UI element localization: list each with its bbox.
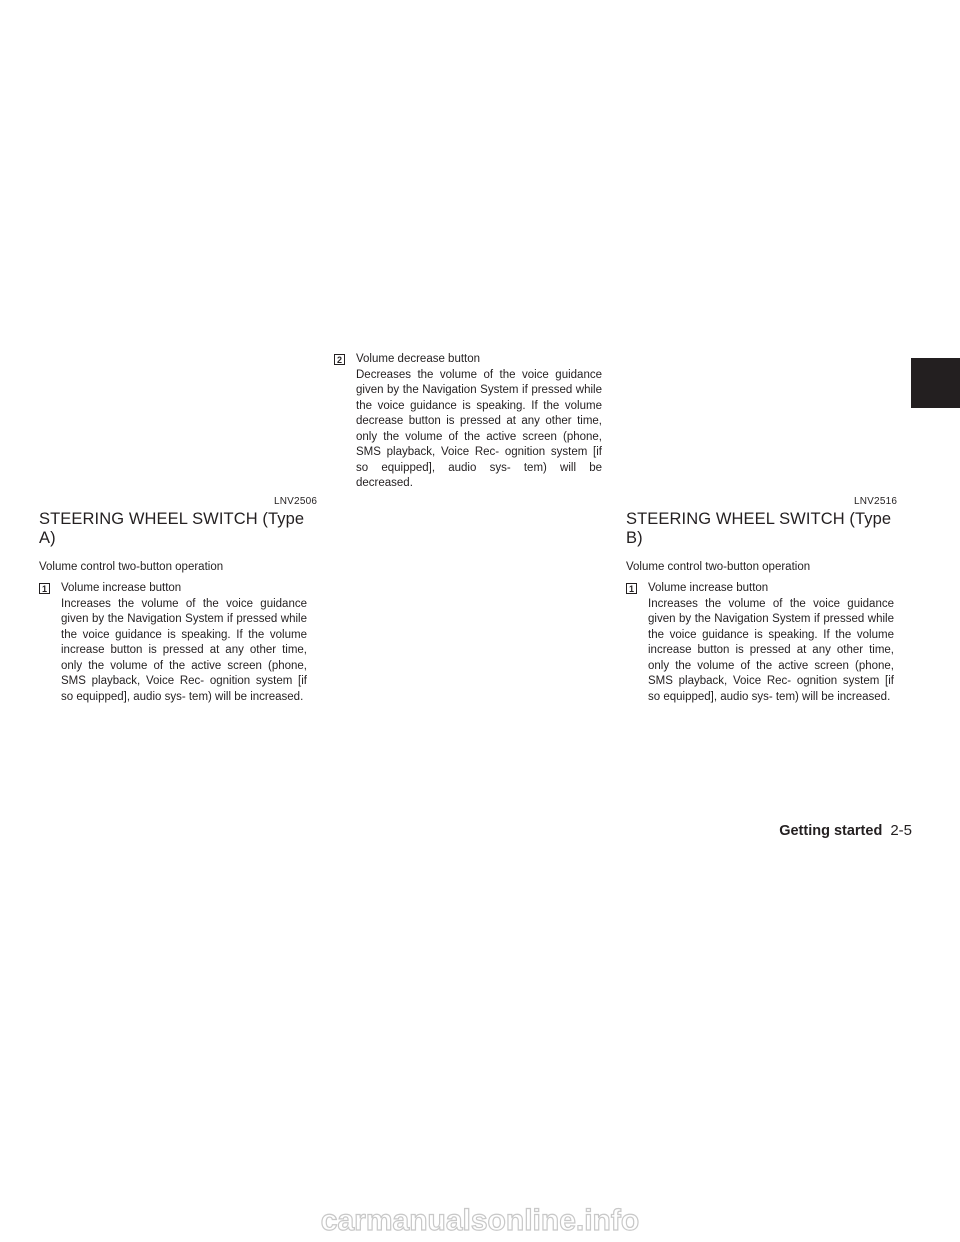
item-title: Volume increase button xyxy=(61,582,182,594)
list-item xyxy=(334,352,602,492)
figure-code-right: LNV2516 xyxy=(854,496,898,507)
page-footer xyxy=(779,822,912,839)
item-number-badge: 1 xyxy=(39,583,50,594)
list-item xyxy=(626,581,894,705)
list-item xyxy=(39,581,307,705)
item-description: Decreases the volume of the voice guidance given by the Navigation System if pressed while the voice guidance is speaking. If the volume decrease button is pressed at any other time, only the volume of the active screen (phone, SMS playback, Voice Rec- ognition system [if so equipped], audio sys- tem) will be decreased. xyxy=(356,368,602,489)
item-title: Volume decrease button xyxy=(356,353,481,365)
subheading: Volume control two-button operation xyxy=(626,561,811,573)
watermark-svg xyxy=(200,1202,760,1238)
subheading: Volume control two-button operation xyxy=(39,561,224,573)
footer-section-title: Getting started xyxy=(779,823,883,839)
item-title: Volume increase button xyxy=(648,582,769,594)
page-number: 2-5 xyxy=(890,822,912,839)
item-description: Increases the volume of the voice guidance given by the Navigation System if pressed while the voice guidance is speaking. If the volume increase button is pressed at any other time, only the volume of the active screen (phone, SMS playback, Voice Rec- ognition system [if so equipped], audio sys- tem) will be increased. xyxy=(61,597,307,703)
chapter-tab-marker xyxy=(911,358,960,408)
section-heading-type-a: STEERING WHEEL SWITCH (Type A) xyxy=(39,510,305,547)
middle-column xyxy=(334,352,602,492)
figure-code-left: LNV2506 xyxy=(274,496,318,507)
left-column xyxy=(39,510,307,705)
svg-text:carmanualsonline.info: carmanualsonline.info xyxy=(320,1204,640,1237)
item-number-badge: 1 xyxy=(626,583,637,594)
item-number-badge: 2 xyxy=(334,354,345,365)
section-heading-type-b: STEERING WHEEL SWITCH (Type B) xyxy=(626,510,892,547)
item-description: Increases the volume of the voice guidance given by the Navigation System if pressed while the voice guidance is speaking. If the volume increase button is pressed at any other time, only the volume of the active screen (phone, SMS playback, Voice Rec- ognition system [if so equipped], audio sys- tem) will be increased. xyxy=(648,597,894,703)
watermark-logo xyxy=(0,1202,960,1242)
right-column xyxy=(626,510,894,705)
